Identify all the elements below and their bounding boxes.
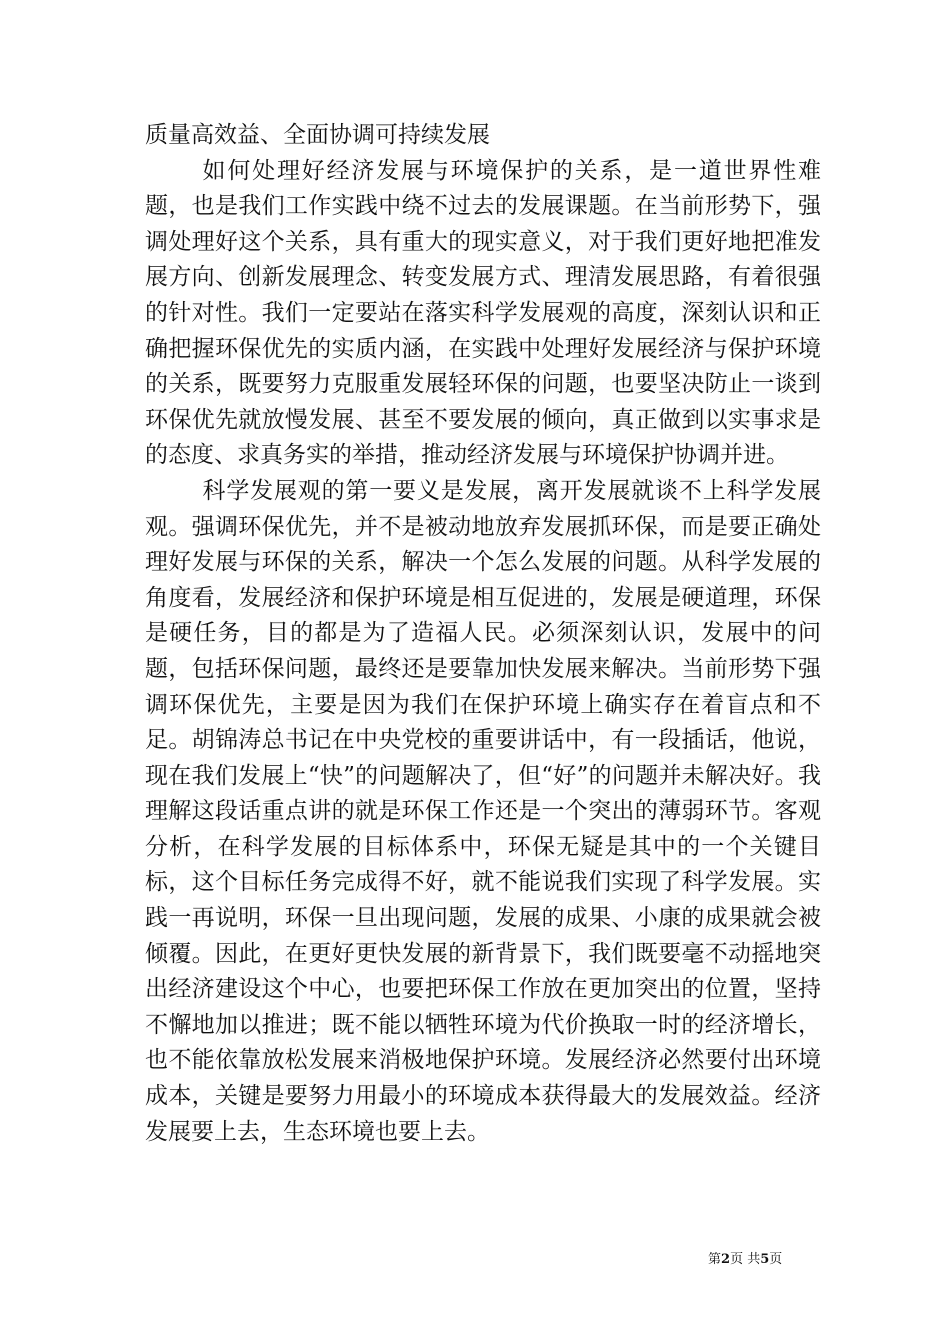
paragraph-scientific-development: 科学发展观的第一要义是发展，离开发展就谈不上科学发展观。强调环保优先，并不是被动地放弃发展抓环保，而是要正确处理好发展与环保的关系，解决一个怎么发展的问题。从科学发展的角度看，发展经济和保护环境是相互促进的，发展是硬道理，环保是硬任务，目的都是为了造福人民。必须深刻认识，发展中的问题，包括环保问题，最终还是要靠加快发展来解决。当前形势下强调环保优先，主要是因为我们在保护环境上确实存在着盲点和不足。胡锦涛总书记在中央党校的重要讲话中，有一段插话，他说，现在我们发展上“快”的问题解决了，但“好”的问题并未解决好。我理解这段话重点讲的就是环保工作还是一个突出的薄弱环节。客观分析，在科学发展的目标体系中，环保无疑是其中的一个关键目标，这个目标任务完成得不好，就不能说我们实现了科学发展。实践一再说明，环保一旦出现问题，发展的成果、小康的成果就会被倾覆。因此，在更好更快发展的新背景下，我们既要毫不动摇地突出经济建设这个中心，也要把环保工作放在更加突出的位置，坚持不懈地加以推进；既不能以牺牲环境为代价换取一时的经济增长，也不能依靠放松发展来消极地保护环境。发展经济必然要付出环境成本，关键是要努力用最小的环境成本获得最大的发展效益。经济发展要上去，生态环境也要上去。 [145, 477, 821, 1145]
document-body [145, 118, 821, 1150]
current-page-number: 2 [721, 1252, 731, 1267]
footer-prefix: 第 [708, 1252, 722, 1267]
footer-middle: 页 共 [730, 1252, 761, 1267]
paragraph-economy-environment: 如何处理好经济发展与环境保护的关系，是一道世界性难题，也是我们工作实践中绕不过去的发展课题。在当前形势下，强调处理好这个关系，具有重大的现实意义，对于我们更好地把准发展方向、创新发展理念、转变发展方式、理清发展思路，有着很强的针对性。我们一定要站在落实科学发展观的高度，深刻认识和正确把握环保优先的实质内涵，在实践中处理好发展经济与保护环境的关系，既要努力克服重发展轻环保的问题，也要坚决防止一谈到环保优先就放慢发展、甚至不要发展的倾向，真正做到以实事求是的态度、求真务实的举措，推动经济发展与环境保护协调并进。 [145, 157, 821, 469]
paragraph-continuation: 质量高效益、全面协调可持续发展 [145, 122, 490, 148]
page-number-footer [708, 1248, 782, 1267]
total-pages-number: 5 [760, 1252, 770, 1267]
footer-suffix: 页 [769, 1252, 783, 1267]
